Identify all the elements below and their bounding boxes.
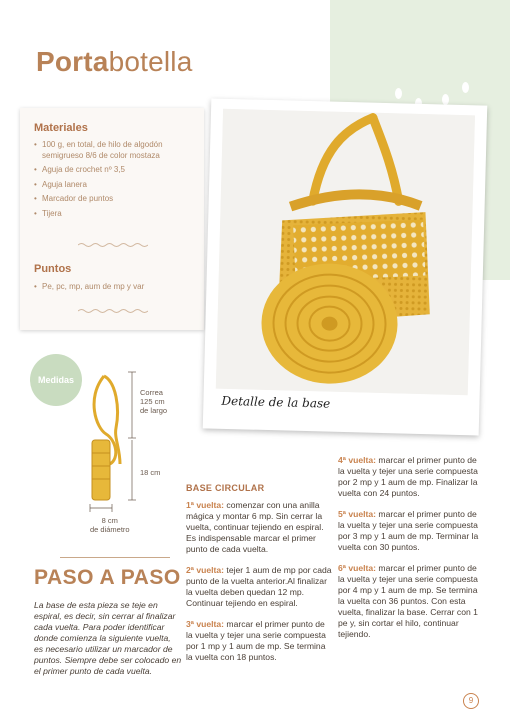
round-3: 3ª vuelta: marcar el primer punto de la vuelta y tejer una serie compuesta por 1 mp y 1 aum de mp. Se termina la vuelta con 18 puntos. (186, 619, 326, 662)
list-item: • Aguja lanera (34, 180, 194, 191)
crochet-bag-illustration (216, 109, 475, 396)
materials-card (20, 108, 204, 330)
steps-heading: PASO A PASO (34, 566, 181, 589)
strap-length-label: Correa 125 cm de largo (140, 388, 168, 415)
round-4: 4ª vuelta: marcar el primer punto de la vuelta y tejer una serie compuesta por 2 mp y 1 aum de mp. Finalizar la vuelta con 24 puntos. (338, 455, 478, 498)
steps-column-right (338, 455, 484, 650)
divider-squiggle (78, 308, 148, 314)
steps-column-left (186, 483, 332, 673)
photo-caption: Detalle de la base (221, 393, 331, 411)
list-item: • Tijera (34, 209, 194, 220)
round-6: 6ª vuelta: marcar el primer punto de la vuelta y tejer una serie compuesta por 4 mp y 1 aum de mp. Se termina la vuelta con 36 puntos. Con esta vuelta, finalizar la base. Cerrar con 1 pe y, sin cortar el hilo, continuar tejiendo. (338, 563, 478, 639)
page-title: Portabotella (36, 46, 193, 77)
round-2: 2ª vuelta: tejer 1 aum de mp por cada punto de la vuelta anterior.Al finalizar la vuelta deben quedan 12 mp. Continuar tejiendo en espiral. (186, 565, 332, 608)
photo-image (216, 109, 475, 396)
round-5: 5ª vuelta: marcar el primer punto de la vuelta y tejer una serie compuesta por 3 mp y 1 aum de mp. Terminar la vuelta con 30 puntos. (338, 509, 479, 552)
stitches-heading: Puntos (34, 263, 72, 275)
height-label: 18 cm (140, 468, 161, 477)
list-item: • 100 g, en total, de hilo de algodón semigrueso 8/6 de color mostaza (34, 140, 194, 161)
divider-squiggle (78, 242, 148, 248)
materials-heading: Materiales (34, 122, 88, 134)
measures-badge: Medidas (30, 354, 82, 406)
section-divider (60, 557, 170, 558)
list-item: • Marcador de puntos (34, 194, 194, 205)
list-item: • Aguja de crochet nº 3,5 (34, 165, 194, 176)
product-photo (203, 98, 488, 435)
stitches-list (34, 282, 194, 297)
bottle-holder-diagram (76, 368, 186, 528)
round-1: 1ª vuelta: comenzar con una anilla mágica y montar 6 mp. Sin cerrar la vuelta, continuar tejiendo en espiral. Es indispensable marcar el primer punto de cada vuelta. (186, 500, 324, 554)
list-item: • Pe, pc, mp, aum de mp y var (34, 282, 194, 293)
diameter-label: 8 cm de diámetro (90, 516, 130, 534)
steps-intro: La base de esta pieza se teje en espiral, es decir, sin cerrar al finalizar cada vuelta. Para poder identificar donde comienza la siguiente vuelta, es necesario utilizar un marcador de puntos. Siempre debe ser colocado en el primer punto de cada vuelta. (34, 600, 182, 676)
base-heading: BASE CIRCULAR (186, 483, 265, 493)
page-number: 9 (463, 693, 479, 709)
materials-list (34, 140, 194, 223)
